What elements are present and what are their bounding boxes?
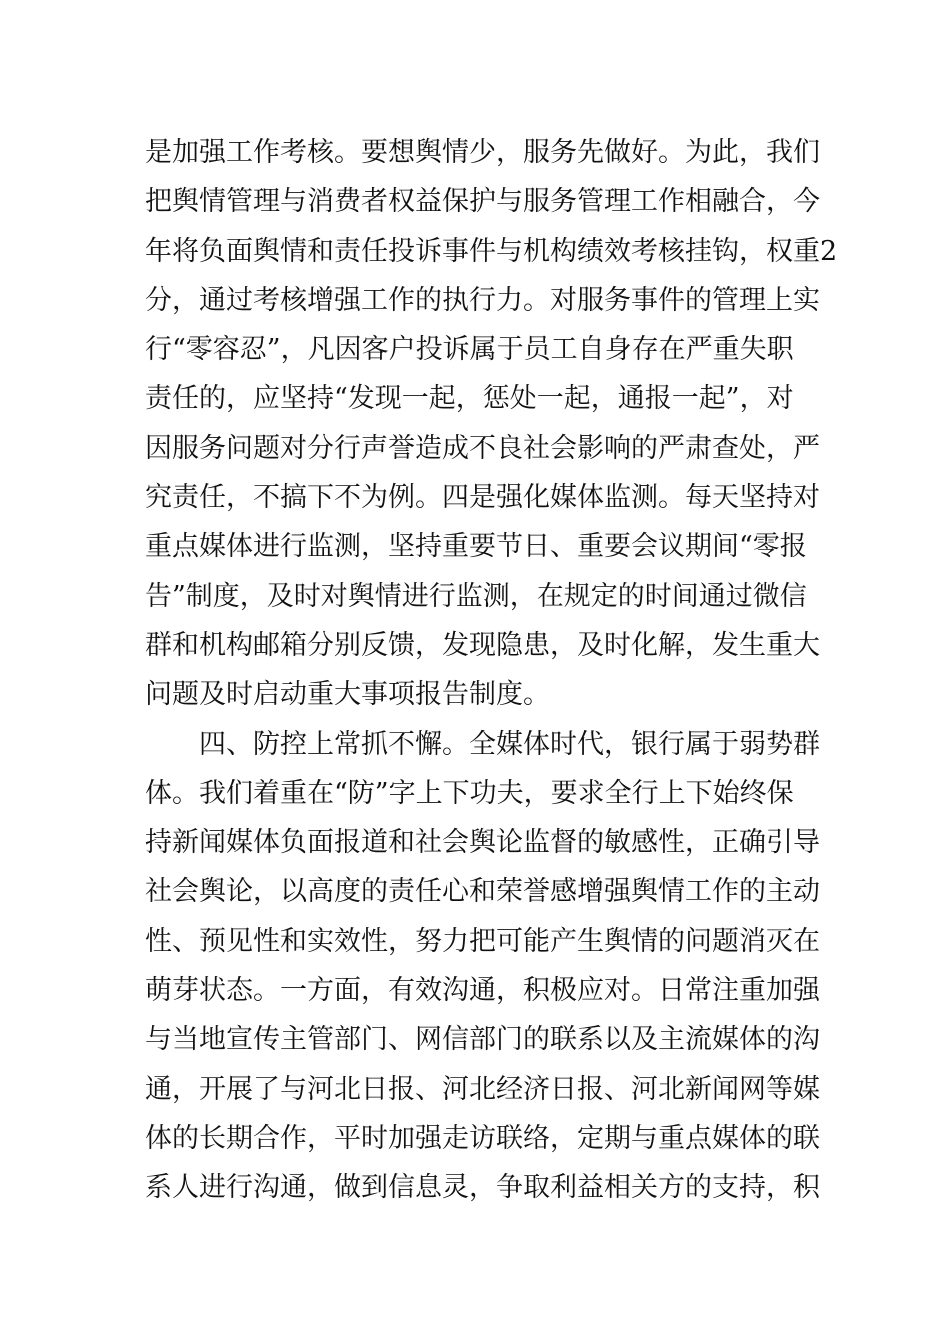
text-line: 萌芽状态。一方面，有效沟通，积极应对。日常注重加强 xyxy=(145,975,820,1007)
text-line: 重点媒体进行监测，坚持重要节日、重要会议期间“零报 xyxy=(145,531,807,563)
text-line: 把舆情管理与消费者权益保护与服务管理工作相融合，今 xyxy=(145,186,820,218)
body-text xyxy=(145,128,838,1213)
text-line: 持新闻媒体负面报道和社会舆论监督的敏感性，正确引导 xyxy=(145,827,820,859)
paragraph-start-line: 四、防控上常抓不懈。全媒体时代，银行属于弱势群 xyxy=(199,728,820,760)
text-line: 告”制度，及时对舆情进行监测，在规定的时间通过微信 xyxy=(145,580,807,612)
text-line: 通，开展了与河北日报、河北经济日报、河北新闻网等媒 xyxy=(145,1073,820,1105)
text-line: 体。我们着重在“防”字上下功夫，要求全行上下始终保 xyxy=(145,777,794,809)
text-line: 问题及时启动重大事项报告制度。 xyxy=(145,679,550,711)
text-line: 年将负面舆情和责任投诉事件与机构绩效考核挂钩，权重2 xyxy=(145,235,838,267)
text-line: 行“零容忍”，凡因客户投诉属于员工自身存在严重失职 xyxy=(145,334,794,366)
text-line: 系人进行沟通，做到信息灵，争取利益相关方的支持，积 xyxy=(145,1172,820,1204)
text-line: 社会舆论，以高度的责任心和荣誉感增强舆情工作的主动 xyxy=(145,876,820,908)
text-line: 与当地宣传主管部门、网信部门的联系以及主流媒体的沟 xyxy=(145,1024,820,1056)
text-line: 分，通过考核增强工作的执行力。对服务事件的管理上实 xyxy=(145,284,820,316)
text-line: 是加强工作考核。要想舆情少，服务先做好。为此，我们 xyxy=(145,137,820,168)
text-line: 责任的，应坚持“发现一起，惩处一起，通报一起”，对 xyxy=(145,383,794,415)
text-line: 因服务问题对分行声誉造成不良社会影响的严肃查处，严 xyxy=(145,432,820,464)
text-line: 体的长期合作，平时加强走访联络，定期与重点媒体的联 xyxy=(145,1122,820,1154)
text-line: 究责任，不搞下不为例。四是强化媒体监测。每天坚持对 xyxy=(145,482,820,514)
text-line: 群和机构邮箱分别反馈，发现隐患，及时化解，发生重大 xyxy=(145,629,820,661)
text-line: 性、预见性和实效性，努力把可能产生舆情的问题消灭在 xyxy=(145,925,820,957)
